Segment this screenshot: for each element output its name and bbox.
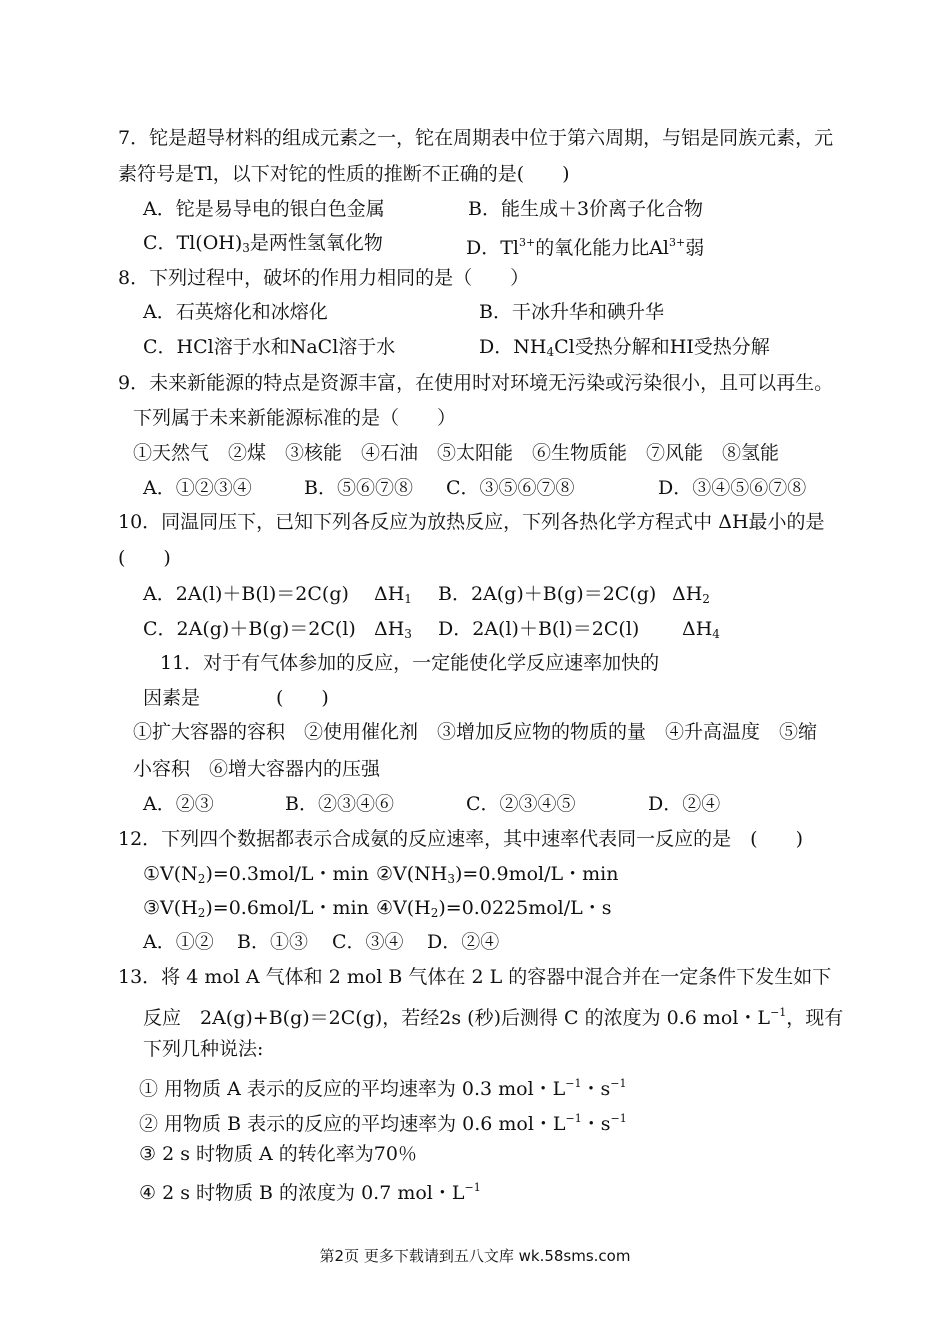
q9-option-c: C．③⑤⑥⑦⑧	[446, 477, 575, 499]
q13-stem-line3: 下列几种说法:	[143, 1038, 264, 1060]
q10-option-a: A．2A(l)＋B(l)＝2C(g)	[143, 583, 349, 605]
q12-option-c: C．③④	[332, 931, 404, 953]
q12-stem: 12．下列四个数据都表示合成氨的反应速率，其中速率代表同一反应的是 ( )	[118, 828, 804, 850]
q11-stem-line1: 11．对于有气体参加的反应，一定能使化学反应速率加快的	[160, 652, 660, 674]
q7-stem-line2: 素符号是Tl，以下对铊的性质的推断不正确的是( )	[118, 163, 570, 185]
q10-option-c: C．2A(g)＋B(g)＝2C(l)	[143, 618, 356, 640]
q10-option-d: D．2A(l)＋B(l)＝2C(l)	[438, 618, 640, 640]
q13-stem-line2: 反应 2A(g)+B(g)＝2C(g)，若经2s (秒)后测得 C 的浓度为 0.6 mol・$L^{-1}$，现有	[143, 1006, 844, 1029]
q8-option-c: C．HCl溶于水和NaCl溶于水	[143, 336, 396, 358]
q8-option-b: B．干冰升华和碘升华	[479, 301, 664, 323]
q13-statement-4: ④ 2 s 时物质 B 的浓度为 0.7 mol・$L^{-1}$	[139, 1181, 481, 1204]
q11-items-line1: ①扩大容器的容积 ②使用催化剂 ③增加反应物的物质的量 ④升高温度 ⑤缩	[133, 721, 818, 743]
q10-option-c-enthalpy: $\Delta H_3$	[374, 618, 412, 641]
q13-statement-1: ① 用物质 A 表示的反应的平均速率为 0.3 mol・$L^{-1}$・$s^{-1}$	[139, 1077, 627, 1100]
q8-option-a: A．石英熔化和冰熔化	[143, 301, 328, 323]
q10-stem-line1: 10．同温同压下，已知下列各反应为放热反应，下列各热化学方程式中 ΔH最小的是	[118, 511, 825, 533]
q10-stem-line2: ( )	[118, 547, 171, 569]
q11-option-b: B．②③④⑥	[285, 793, 394, 815]
q7-option-b: B．能生成＋3价离子化合物	[468, 198, 704, 220]
q8-stem: 8．下列过程中，破坏的作用力相同的是（ ）	[118, 267, 530, 289]
q7-stem-line1: 7．铊是超导材料的组成元素之一，铊在周期表中位于第六周期，与铝是同族元素，元	[118, 127, 834, 149]
q12-item-2: $②V(NH_3)=0.9mol/L$・min	[376, 863, 619, 886]
q13-stem-line1: 13．将 4 mol A 气体和 2 mol B 气体在 2 L 的容器中混合并在一定条件下发生如下	[118, 966, 832, 988]
q12-option-d: D．②④	[427, 931, 500, 953]
q7-option-d: D．$Tl^{3+}$的氧化能力比$Al^{3+}$弱	[466, 236, 705, 259]
q10-option-b-enthalpy: $\Delta H_2$	[672, 583, 710, 606]
q11-option-a: A．②③	[143, 793, 214, 815]
q13-statement-3: ③ 2 s 时物质 A 的转化率为70％	[139, 1143, 417, 1165]
q7-option-c: C．$Tl(OH)_3$是两性氢氧化物	[143, 232, 383, 255]
q10-option-b: B．2A(g)＋B(g)＝2C(g)	[438, 583, 657, 605]
q11-stem-line2: 因素是 ( )	[143, 687, 329, 709]
q12-item-3: $③V(H_2)=0.6mol/L$・min	[143, 897, 369, 920]
q11-items-line2: 小容积 ⑥增大容器内的压强	[133, 758, 381, 780]
q12-item-4: $④V(H_2)=0.0225mol/L$・s	[376, 897, 612, 920]
q9-stem-line2: 下列属于未来新能源标准的是（ ）	[133, 407, 457, 429]
q9-option-a: A．①②③④	[143, 477, 252, 499]
q8-option-d: D．$NH_4Cl$受热分解和HI受热分解	[479, 336, 770, 359]
q7-option-a: A．铊是易导电的银白色金属	[143, 198, 385, 220]
q11-option-d: D．②④	[648, 793, 721, 815]
q9-items: ①天然气 ②煤 ③核能 ④石油 ⑤太阳能 ⑥生物质能 ⑦风能 ⑧氢能	[133, 442, 780, 464]
q9-option-b: B．⑤⑥⑦⑧	[304, 477, 413, 499]
q9-option-d: D．③④⑤⑥⑦⑧	[658, 477, 807, 499]
q13-statement-2: ② 用物质 B 表示的反应的平均速率为 0.6 mol・$L^{-1}$・$s^{-1}$	[139, 1112, 627, 1135]
q10-option-a-enthalpy: $\Delta H_1$	[374, 583, 412, 606]
q12-option-b: B．①③	[237, 931, 308, 953]
q10-option-d-enthalpy: $\Delta H_4$	[682, 618, 720, 641]
q12-item-1: $①V(N_2)=0.3mol/L$・min	[143, 863, 369, 886]
q11-option-c: C．②③④⑤	[466, 793, 576, 815]
page-footer: 第2页 更多下载请到五八文库 wk.58sms.com	[319, 1247, 631, 1265]
q12-option-a: A．①②	[143, 931, 214, 953]
q9-stem-line1: 9．未来新能源的特点是资源丰富，在使用时对环境无污染或污染很小，且可以再生。	[118, 372, 834, 394]
